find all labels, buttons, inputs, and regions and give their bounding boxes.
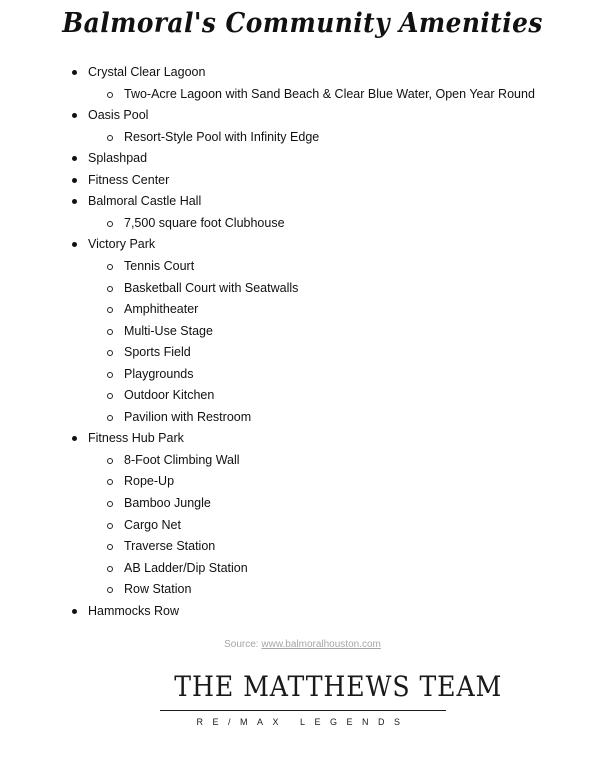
circle-bullet-icon [107,501,113,507]
amenity-subitem [124,515,181,535]
amenity-subitem-label: Resort-Style Pool with Infinity Edge [124,129,320,144]
amenity-subitem-label: Traverse Station [124,539,216,554]
amenity-subitem-label: Two-Acre Lagoon with Sand Beach & Clear Blue Water, Open Year Round [124,86,535,101]
amenity-label: Balmoral Castle Hall [88,194,202,209]
logo-brokerage: RE/MAX LEGENDS [196,717,410,727]
circle-bullet-icon [107,135,113,141]
amenity-label: Crystal Clear Lagoon [88,65,206,79]
amenity-subitem [124,127,319,147]
amenity-subitem [124,558,248,578]
bullet-icon [72,113,77,118]
amenity-label: Splashpad [88,151,148,166]
amenity-item [88,62,205,82]
amenity-label: Fitness Hub Park [88,431,184,446]
circle-bullet-icon [107,458,113,464]
amenity-subitem-label: Outdoor Kitchen [124,388,215,403]
amenity-item [88,170,169,190]
amenity-item [88,234,155,254]
circle-bullet-icon [107,264,113,270]
amenity-item [88,428,184,448]
amenity-subitem-label: Pavilion with Restroom [124,409,252,424]
source-prefix: Source: [224,639,262,650]
amenity-subitem [124,385,214,405]
amenity-subitem [124,493,211,513]
amenity-subitem-label: Amphitheater [124,302,199,317]
amenity-subitem-label: Basketball Court with Seatwalls [124,280,299,295]
bullet-icon [72,178,77,183]
source-line [0,639,605,650]
circle-bullet-icon [107,329,113,335]
amenity-subitem [124,450,240,470]
amenity-subitem [124,321,213,341]
circle-bullet-icon [107,350,113,356]
amenity-subitem-label: Playgrounds [124,366,194,381]
source-link[interactable]: www.balmoralhouston.com [261,639,381,650]
amenity-subitem [124,407,251,427]
circle-bullet-icon [107,393,113,399]
circle-bullet-icon [107,566,113,572]
amenity-label: Fitness Center [88,172,170,187]
amenity-subitem-label: AB Ladder/Dip Station [124,560,248,575]
amenity-subitem [124,364,194,384]
circle-bullet-icon [107,92,113,98]
amenity-subitem-label: Multi-Use Stage [124,323,213,338]
amenity-subitem-label: 8-Foot Climbing Wall [124,452,240,467]
amenity-subitem-label: Tennis Court [124,258,195,273]
bullet-icon [72,609,77,614]
amenity-subitem [124,579,191,599]
amenity-subitem-label: Row Station [124,582,192,597]
amenity-subitem-label: 7,500 square foot Clubhouse [124,215,285,230]
amenity-subitem [124,84,535,104]
amenity-subitem [124,299,198,319]
amenity-item [88,105,148,125]
bullet-icon [72,70,77,75]
amenity-subitem-label: Cargo Net [124,517,181,532]
circle-bullet-icon [107,372,113,378]
amenity-subitem [124,256,194,276]
amenity-subitem-label: Rope-Up [124,474,175,489]
circle-bullet-icon [107,587,113,593]
logo-divider [160,710,446,711]
amenity-subitem [124,278,298,298]
amenity-subitem [124,213,285,233]
amenity-label: Victory Park [88,237,156,252]
logo-team-name: THE MATTHEWS TEAM [174,670,503,703]
amenity-item [88,601,179,621]
bullet-icon [72,242,77,247]
circle-bullet-icon [107,307,113,313]
amenity-subitem-label: Sports Field [124,345,191,360]
amenity-label: Hammocks Row [88,603,179,618]
circle-bullet-icon [107,523,113,529]
amenity-item [88,191,201,211]
circle-bullet-icon [107,286,113,292]
matthews-team-logo [160,670,503,727]
amenity-label: Oasis Pool [88,108,149,123]
amenity-subitem-label: Bamboo Jungle [124,496,211,510]
circle-bullet-icon [107,415,113,421]
circle-bullet-icon [107,544,113,550]
circle-bullet-icon [107,221,113,227]
amenity-subitem [124,342,191,362]
amenity-item [88,148,147,168]
bullet-icon [72,436,77,441]
bullet-icon [72,156,77,161]
amenity-subitem [124,471,174,491]
circle-bullet-icon [107,479,113,485]
page-title: Balmoral's Community Amenities [62,8,543,39]
bullet-icon [72,199,77,204]
amenity-subitem [124,536,215,556]
